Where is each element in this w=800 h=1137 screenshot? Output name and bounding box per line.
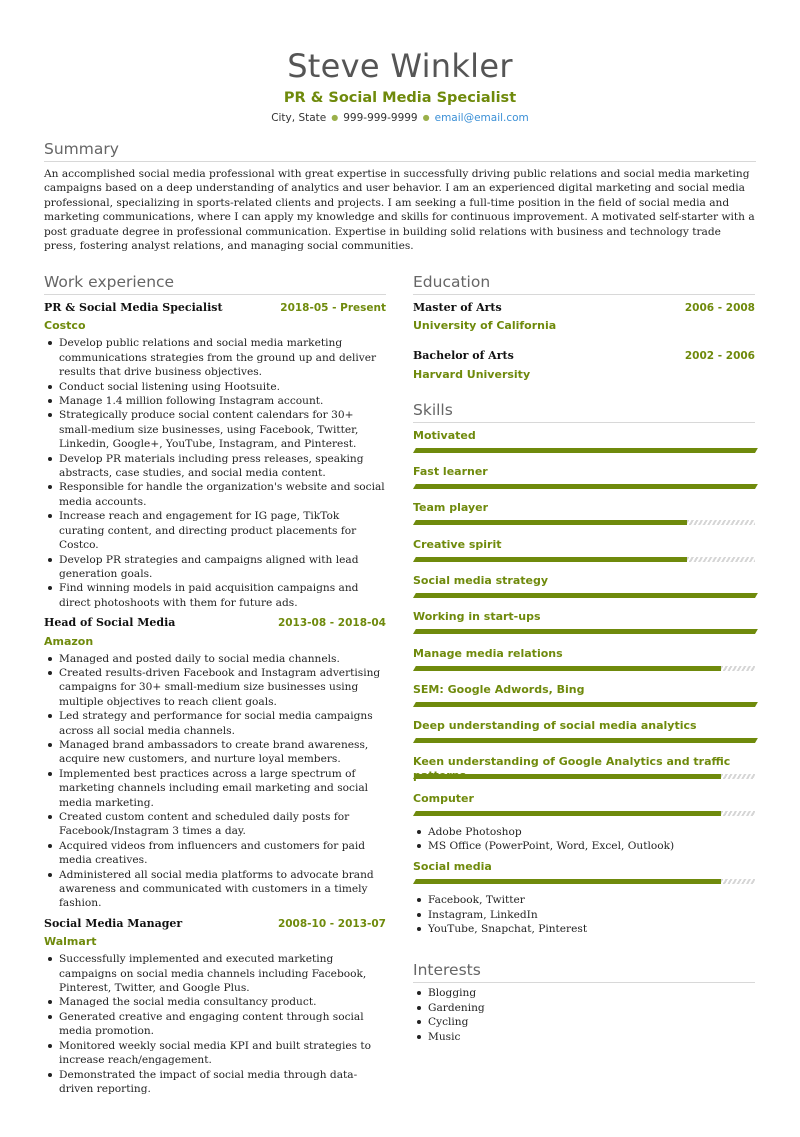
job-dates: 2013-08 - 2018-04 [277,617,386,630]
job-bullets [44,336,386,610]
skill-level-bar [413,811,755,816]
job-bullet: Develop PR strategies and campaigns aligned with lead generation goals. [44,553,386,582]
skill-item [413,538,755,568]
skill-level-bar [413,448,755,453]
job-bullet: Monitored weekly social media KPI and built strategies to increase reach/engagement. [44,1039,386,1068]
skills-list [413,429,755,937]
education-entry [413,301,755,333]
contact-line [0,110,800,126]
interests-list [413,986,755,1044]
degree: Master of Arts [413,301,502,314]
skill-level-fill [413,702,758,707]
education-dates: 2002 - 2006 [684,350,755,363]
skill-level-remainder [687,520,755,525]
skill-sub-item: Facebook, Twitter [413,893,755,907]
job-title: PR & Social Media Specialist [44,301,223,314]
job-bullet: Created custom content and scheduled daily posts for Facebook/Instagram 3 times a day. [44,810,386,839]
skill-name: Motivated [413,428,476,442]
interest-item: Blogging [413,986,755,1000]
skill-level-fill [413,774,724,779]
phone: 999-999-9999 [343,112,418,124]
job-bullet: Implemented best practices across a large spectrum of marketing channels including email marketing and social media marketing. [44,767,386,810]
skill-sub-list [413,825,755,854]
job-company: Amazon [44,634,94,648]
job-bullet: Administered all social media platforms to advocate brand awareness and communicated with customers in a timely fashion. [44,868,386,911]
job-bullet: Successfully implemented and executed marketing campaigns on social media channels including Facebook, Pinterest, Twitter, and Google Plus. [44,952,386,995]
skill-level-fill [413,811,724,816]
job-dates: 2018-05 - Present [280,302,386,314]
skill-sub-item: Instagram, LinkedIn [413,908,755,922]
school: University of California [413,319,557,333]
interest-item: Gardening [413,1001,755,1015]
skill-level-fill [413,520,689,525]
job-bullet: Led strategy and performance for social media campaigns across all social media channels. [44,709,386,738]
skill-name: Manage media relations [413,646,563,660]
job-entry [44,917,386,1096]
interests-heading: Interests [413,960,755,983]
school: Harvard University [413,367,531,381]
skill-level-fill [413,738,758,743]
education-list [413,301,755,382]
job-bullets [44,952,386,1096]
summary-heading: Summary [44,139,756,162]
skill-name: Creative spirit [413,537,502,551]
skill-level-bar [413,738,755,743]
skill-name: SEM: Google Adwords, Bing [413,682,585,696]
location: City, State [271,112,327,124]
skill-item [413,755,755,785]
skill-level-bar [413,702,755,707]
job-entry [44,616,386,911]
job-bullet: Responsible for handle the organization's website and social media accounts. [44,480,386,509]
skill-item [413,610,755,640]
skill-item [413,860,755,890]
job-entry [44,301,386,610]
job-bullet: Manage 1.4 million following Instagram account. [44,394,386,408]
skills-section [413,400,755,937]
job-bullet: Demonstrated the impact of social media through data-driven reporting. [44,1068,386,1097]
skill-item [413,647,755,677]
skill-level-remainder [721,774,755,779]
skill-level-bar [413,520,755,525]
skill-item [413,574,755,604]
skill-name: Team player [413,501,489,515]
education-header [413,349,755,363]
job-company: Costco [44,319,86,333]
skill-level-fill [413,484,758,489]
interest-item: Cycling [413,1015,755,1029]
work-experience-section [44,272,386,1096]
job-title: Social Media Manager [44,916,183,930]
job-bullet: Develop public relations and social media marketing communications strategies from the ground up and deliver results that drive business objectives. [44,336,386,379]
separator-dot-icon: ● [331,113,339,122]
skill-level-remainder [721,879,755,884]
skill-item [413,719,755,749]
job-list [44,301,386,1096]
job-header [44,616,386,630]
skill-name: Social media [413,859,492,873]
skill-sub-item: MS Office (PowerPoint, Word, Excel, Outlook) [413,839,755,853]
job-title: Head of Social Media [44,616,176,630]
job-bullet: Generated creative and engaging content through social media promotion. [44,1010,386,1039]
skill-level-bar [413,666,755,671]
separator-dot-icon: ● [422,113,430,122]
skill-item [413,792,755,822]
job-bullet: Created results-driven Facebook and Instagram advertising campaigns for 30+ small-medium size businesses using multiple objectives to reach client goals. [44,666,386,709]
interests-section [413,960,755,1044]
right-column [413,272,755,1044]
skill-level-fill [413,557,689,562]
skill-level-fill [413,879,724,884]
degree: Bachelor of Arts [413,349,514,363]
skill-sub-item: Adobe Photoshop [413,825,755,839]
job-bullet: Managed brand ambassadors to create brand awareness, acquire new customers, and nurture loyal members. [44,738,386,767]
skill-level-bar [413,593,755,598]
skill-name: Working in start-ups [413,610,541,624]
skill-level-remainder [721,666,755,671]
skill-level-remainder [687,557,755,562]
education-heading: Education [413,272,755,295]
interest-item: Music [413,1030,755,1044]
candidate-name: Steve Winkler [287,47,513,85]
summary-text: An accomplished social media professional with great expertise in successfully driving public relations and social media marketing campaigns based on a deep understanding of analytics and user behavior. I am an experienced digital marketing and social media professional, specializing in sports-related clients and projects. I am seeking a full-time position in the field of social media and marketing communications, where I can apply my knowledge and skills for continuous improvement. A motivated self-starter with a post graduate degree in professional communication. Expertise in building solid relations with business and technology trade press, fostering analyst relations, and managing social communities. [44,168,755,253]
skill-level-bar [413,484,755,489]
job-dates: 2008-10 - 2013-07 [277,917,386,930]
job-bullet: Managed the social media consultancy product. [44,995,386,1009]
skill-level-bar [413,774,755,779]
skill-item [413,465,755,495]
job-header [44,301,386,315]
skill-sub-list [413,893,755,936]
education-header [413,301,755,315]
skills-heading: Skills [413,400,755,423]
skill-level-fill [413,448,758,453]
skill-level-bar [413,557,755,562]
summary-section [44,139,756,253]
skill-name: Fast learner [413,465,488,479]
skill-name: Computer [413,791,474,805]
job-bullet: Acquired videos from influencers and customers for paid media creatives. [44,839,386,868]
skill-name: Social media strategy [413,574,549,587]
skill-level-fill [413,666,724,671]
skill-item [413,501,755,531]
job-bullet: Increase reach and engagement for IG page, TikTok curating content, and directing product placements for Costco. [44,509,386,552]
job-bullet: Strategically produce social content calendars for 30+ small-medium size businesses, using Facebook, Twitter, Linkedin, Google+, YouTube, Instagram, and Pinterest. [44,408,386,451]
skill-name: Keen understanding of Google Analytics and traffic [413,755,731,769]
education-entry [413,349,755,381]
skill-level-fill [413,593,758,598]
skill-level-fill [413,629,758,634]
skill-level-bar [413,879,755,884]
education-dates: 2006 - 2008 [684,302,755,314]
job-bullet: Conduct social listening using Hootsuite. [44,380,386,394]
job-bullet: Develop PR materials including press releases, speaking abstracts, case studies, and social media content. [44,452,386,481]
candidate-title: PR & Social Media Specialist [283,90,517,106]
email-link[interactable]: email@email.com [434,112,529,124]
skill-sub-item: YouTube, Snapchat, Pinterest [413,922,755,936]
job-bullet: Find winning models in paid acquisition campaigns and direct photoshoots with them for future ads. [44,581,386,610]
skill-item [413,683,755,713]
skill-level-remainder [721,811,755,816]
skill-level-bar [413,629,755,634]
resume-header [0,0,800,126]
job-company: Walmart [44,935,97,949]
work-heading: Work experience [44,272,386,295]
job-bullet: Managed and posted daily to social media channels. [44,652,386,666]
skill-item [413,429,755,459]
job-bullets [44,652,386,911]
job-header [44,917,386,931]
skill-name: Deep understanding of social media analytics [413,719,697,733]
